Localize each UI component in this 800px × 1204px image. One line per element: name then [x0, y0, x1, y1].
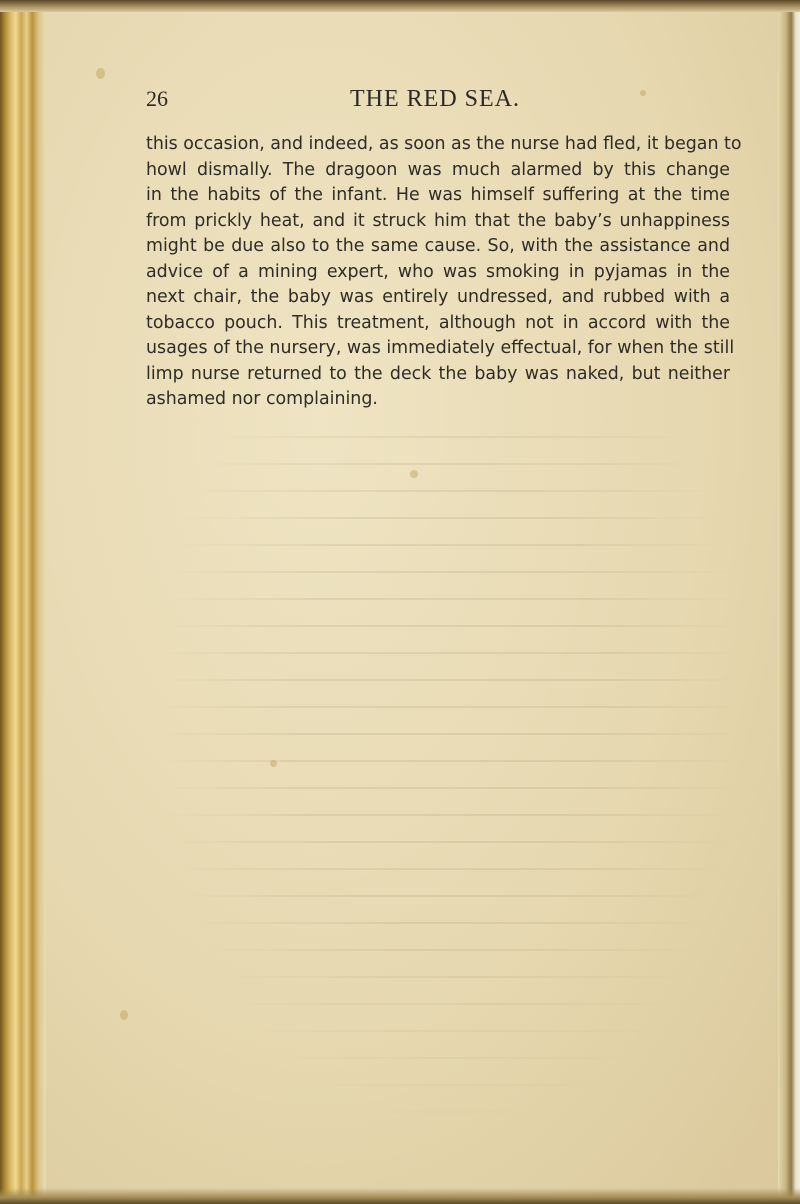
body-paragraph — [146, 132, 742, 413]
foxing-spot — [270, 760, 277, 767]
text-line: in the habits of the infant. He was himself suffering at the time — [146, 185, 730, 205]
text-line: howl dismally. The dragoon was much alarmed by this change — [146, 159, 730, 180]
reverse-page-show-through — [170, 420, 730, 1120]
running-head — [146, 86, 706, 116]
foxing-spot — [410, 470, 418, 478]
page-edge-bottom — [0, 1188, 800, 1204]
page-number: 26 — [146, 86, 168, 111]
page-edge-top — [0, 0, 800, 12]
text-line: tobacco pouch. This treatment, although not in accord with the — [146, 312, 730, 333]
running-title: THE RED SEA. — [350, 86, 520, 112]
text-line: advice of a mining expert, who was smoking in pyjamas in the — [146, 261, 730, 282]
text-line-last: ashamed nor complaining. — [146, 389, 378, 409]
text-line: from prickly heat, and it struck him that the baby’s unhappiness — [146, 210, 730, 231]
text-line: might be due also to the same cause. So, with the assistance and — [146, 236, 730, 256]
foxing-spot — [96, 68, 105, 79]
text-line: usages of the nursery, was immediately effectual, for when the still — [146, 338, 735, 358]
text-line: next chair, the baby was entirely undressed, and rubbed with a — [146, 287, 730, 307]
foxing-spot — [120, 1010, 128, 1020]
text-line: limp nurse returned to the deck the baby was naked, but neither — [146, 363, 730, 384]
text-line: this occasion, and indeed, as soon as the nurse had fled, it began to — [146, 134, 742, 154]
page-edge-right — [778, 0, 800, 1204]
binding-gutter — [0, 0, 46, 1204]
